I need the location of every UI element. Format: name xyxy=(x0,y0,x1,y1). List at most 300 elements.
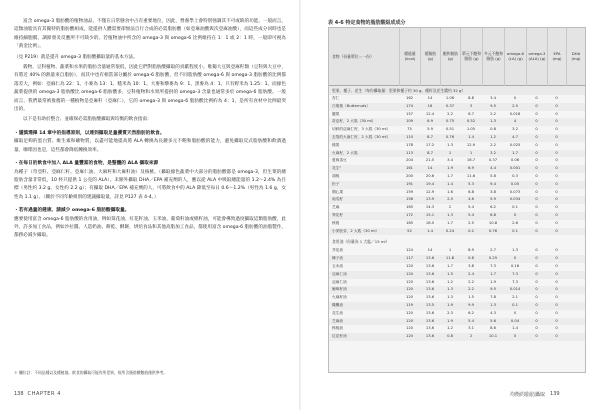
cell-mufa: 12.9 xyxy=(466,142,476,147)
cell-omega6: 0.1 xyxy=(512,228,518,233)
cell-saturated: 0.8 xyxy=(447,334,453,339)
table-header xyxy=(329,28,585,86)
cell-epa: 0 xyxy=(555,287,558,292)
cell-epa: 0 xyxy=(555,326,558,331)
cell-omega6: 0.1 xyxy=(512,205,518,210)
cell-pufa: 1.3 xyxy=(490,119,496,124)
cell-saturated: 1.3 xyxy=(447,287,453,292)
cell-omega6: 0.073 xyxy=(509,189,521,194)
header-total-fat: 總脂肪 (g) xyxy=(420,28,440,86)
cell-omega6: 3.2 xyxy=(512,127,518,132)
cell-mufa: 2.4 xyxy=(468,271,474,276)
cell-omega3: 0 xyxy=(535,287,538,292)
table-row xyxy=(329,150,585,158)
cell-food-name: 小麥胚芽，2 大匙（30 ml） xyxy=(332,228,380,233)
cell-total-fat: 12.9 xyxy=(425,189,435,194)
fatty-acid-table xyxy=(328,27,586,373)
cell-energy: 158 xyxy=(405,197,414,202)
running-title: 均衡的脂肪攝取 xyxy=(510,391,546,398)
cell-omega6: 0.034 xyxy=(509,197,521,202)
cell-omega6: 4.7 xyxy=(512,135,518,139)
cell-omega3: 0 xyxy=(535,205,538,210)
header-energy: 總能量 (kcal) xyxy=(399,28,420,86)
paragraph-3: 榖物、豆科植物、蔬菜和水果的脂肪含量通常很低，因此它們對脂肪酸攝取的貢獻程度小。唯獨大豆與亞麻籽類（豆科與大豆中，有將近 40% 的熱量來自脂肪），而其中也有相當部分屬於 omega-6 脂肪酸，但不同脂肪酸 omega-6 與 omega-3 脂肪酸的比例都落差大，例如：亞麻仁為 22：1、小麥為 13：1、糙米為 10：1、大麥和藜麥為 9：1、黑麥為 4：1，只有野米為 1.25：1。而綠色蔬菜提供的 omega-3 脂肪酸比 omega-6 脂肪酸多，豆科植物和水果所提供的 omega-3 含量也通常多於 omega-6 脂肪酸。一般而言，我們最常被推薦的一種植物是亞麻籽（亞麻仁），它的 omega-3 與 omega-6 脂肪酸比例約為 4：1，是所有食材中比例最突出的。 xyxy=(14,65,286,113)
cell-food-name: 胡桃 xyxy=(332,174,340,178)
cell-total-fat: 16 xyxy=(427,103,433,108)
cell-energy: 120 xyxy=(405,264,414,268)
header-mufa: 單元不飽和脂肪 (g) xyxy=(460,28,482,86)
cell-pufa: 2.2 xyxy=(490,142,496,147)
cell-total-fat: 5.9 xyxy=(427,127,433,132)
cell-pufa: 9.4 xyxy=(490,181,496,186)
cell-total-fat: 17.2 xyxy=(425,142,435,147)
cell-food-name: 核桃 xyxy=(332,220,340,225)
header-dha: DHA (mg) xyxy=(566,28,585,86)
cell-omega3: 0 xyxy=(535,295,538,300)
cell-pufa: 6.2 xyxy=(490,205,496,210)
cell-energy: 120 xyxy=(405,295,414,300)
cell-omega3: 0 xyxy=(535,326,538,331)
cell-energy: 178 xyxy=(405,142,414,147)
cell-pufa: 9.5 xyxy=(490,103,496,108)
cell-energy: 120 xyxy=(405,318,414,323)
cell-energy: 174 xyxy=(405,103,414,108)
cell-pufa: 9.5 xyxy=(490,287,496,292)
cell-food-name: 花生油 xyxy=(332,310,344,315)
cell-saturated: 11.8 xyxy=(445,256,455,261)
table-row xyxy=(329,228,585,236)
cell-epa: 0 xyxy=(555,150,558,155)
cell-mufa: 16.7 xyxy=(466,158,476,163)
cell-food-name: 榛果 xyxy=(332,142,340,147)
cell-pufa: 1.9 xyxy=(490,279,496,284)
cell-saturated: 2.3 xyxy=(447,310,453,315)
cell-pufa: 1.2 xyxy=(490,135,496,139)
cell-total-fat: 19.4 xyxy=(425,181,435,186)
cell-food-name: 火麻籽油 xyxy=(332,295,347,300)
cell-epa: 0 xyxy=(555,295,558,300)
table-row xyxy=(329,271,585,279)
page-number-left: 138 xyxy=(14,391,24,397)
cell-food-name: 奇亞籽，2 大匙（30 ml） xyxy=(332,119,376,124)
cell-food-name: 火麻籽，2 大匙 xyxy=(332,150,358,155)
cell-epa: 0 xyxy=(555,111,558,116)
cell-total-fat: 13.6 xyxy=(425,256,435,261)
group-label-oils: 食用油（份量為 1 大匙／15 ml） xyxy=(332,239,390,245)
cell-epa: 0 xyxy=(555,318,558,323)
cell-omega6: 0.025 xyxy=(509,142,521,147)
cell-omega6: 0.16 xyxy=(510,264,520,268)
cell-omega6: 0.1 xyxy=(512,303,518,307)
cell-total-fat: 8.7 xyxy=(427,135,433,139)
cell-omega6: 2.6 xyxy=(512,220,518,225)
cell-saturated: 1 xyxy=(448,150,452,155)
cell-saturated: 1.06 xyxy=(445,96,455,100)
cell-omega6: 0.06 xyxy=(510,158,520,163)
cell-omega3: 0 xyxy=(535,213,538,217)
cell-mufa: 0.2 xyxy=(468,228,474,233)
cell-mufa: 3.1 xyxy=(468,326,474,331)
cell-total-fat: 13.6 xyxy=(425,310,435,315)
cell-total-fat: 13.6 xyxy=(425,264,435,268)
bullet-item-3 xyxy=(14,207,286,241)
cell-omega6: 0.05 xyxy=(510,181,520,186)
cell-mufa: 6.9 xyxy=(468,166,474,171)
table-row xyxy=(329,286,585,294)
cell-total-fat: 13.6 xyxy=(425,326,435,331)
cell-energy: 185 xyxy=(405,220,414,225)
cell-omega3: 0 xyxy=(535,189,538,194)
cell-saturated: 1.6 xyxy=(447,189,453,194)
cell-total-fat: 13.5 xyxy=(425,303,435,307)
cell-total-fat: 14 xyxy=(427,96,433,100)
cell-total-fat: 20.6 xyxy=(425,174,435,178)
cell-epa: 0 xyxy=(555,135,558,139)
cell-energy: 109 xyxy=(405,119,414,124)
cell-pufa: 5.9 xyxy=(490,197,496,202)
cell-saturated: 0.76 xyxy=(445,135,455,139)
cell-omega6: 0.014 xyxy=(509,287,521,292)
cell-saturated: 1.9 xyxy=(447,303,453,307)
cell-food-name: 亞麻仁油 xyxy=(332,271,347,276)
cell-total-fat: 13.6 xyxy=(425,287,435,292)
table-row xyxy=(329,142,585,150)
cell-pufa: 0.8 xyxy=(490,127,496,132)
cell-saturated: 1 xyxy=(448,248,452,253)
cell-energy: 191 xyxy=(405,181,414,186)
cell-saturated: 1.7 xyxy=(447,174,453,178)
cell-omega6: 2.1 xyxy=(512,295,518,300)
cell-energy: 117 xyxy=(405,256,414,261)
table-row xyxy=(329,318,585,326)
cell-pufa: 10.1 xyxy=(488,334,498,339)
cell-mufa: 1 xyxy=(469,150,473,155)
cell-epa: 0 xyxy=(555,197,558,202)
cell-omega3: 0 xyxy=(535,303,538,307)
bullet-item-2 xyxy=(14,160,286,202)
cell-omega3: 0 xyxy=(535,264,538,268)
cell-mufa: 3.8 xyxy=(468,264,474,268)
cell-epa: 0 xyxy=(555,220,558,225)
cell-pufa: 10.8 xyxy=(488,220,498,225)
cell-energy: 204 xyxy=(405,158,414,163)
cell-mufa: 5.4 xyxy=(468,205,474,210)
table-row xyxy=(329,181,585,189)
body-text xyxy=(14,18,286,241)
cell-mufa: 5.3 xyxy=(468,181,474,186)
cell-saturated: 0.24 xyxy=(445,228,455,233)
cell-total-fat: 12.4 xyxy=(425,111,435,116)
cell-energy: 161 xyxy=(405,166,414,171)
cell-epa: 0 xyxy=(555,271,558,276)
table-row xyxy=(329,95,585,103)
cell-energy: 52 xyxy=(407,228,412,233)
cell-energy: 113 xyxy=(405,150,414,155)
cell-omega3: 0 xyxy=(535,318,538,323)
cell-food-name: 紅花籽油 xyxy=(332,334,347,339)
group-label-nuts-seeds: 堅果、種子、花生（每份攝取量：堅果和種子約 30 g、種籽及花生醬約 32 g） xyxy=(329,86,585,95)
cell-food-name: 芥花油 xyxy=(332,248,344,253)
cell-omega3: 0 xyxy=(535,334,538,339)
cell-epa: 0 xyxy=(555,158,558,163)
cell-energy: 157 xyxy=(405,111,414,116)
cell-mufa: 1.5 xyxy=(468,295,474,300)
chapter-label: CHAPTER 4 xyxy=(27,391,62,397)
cell-total-fat: 1.4 xyxy=(427,228,433,233)
cell-pufa: 8.6 xyxy=(490,326,496,331)
cell-mufa: 6.8 xyxy=(468,189,474,194)
cell-mufa: 4.6 xyxy=(468,197,474,202)
cell-saturated: 0.75 xyxy=(445,119,455,124)
bullet-body: 應要使用富含 omega-6 脂肪酸的食用油，例如葵花油、紅花籽油、玉米油、葡萄籽油或棉籽油，可能會導致過度攝取這類脂肪酸，此外，許多加工食品，例如沙拉醬、人造奶油、餅乾、酥餅，烘焙食品和其他高脂加工食品，都使用富含 omega-6 脂肪酸的油脂製作，都務必減少攝取。 xyxy=(14,216,286,239)
cell-energy: 120 xyxy=(405,310,414,315)
cell-mufa: 11.6 xyxy=(466,174,476,178)
cell-saturated: 0.51 xyxy=(445,127,455,132)
cell-omega3: 0 xyxy=(535,310,538,315)
cell-total-fat: 21.5 xyxy=(425,158,435,163)
cell-pufa: 0.37 xyxy=(488,158,498,163)
cell-total-fat: 13.6 xyxy=(425,334,435,339)
cell-food-name: 夏威夷豆 xyxy=(332,158,347,163)
cell-omega3: 0 xyxy=(535,256,538,261)
cell-omega6: 0 xyxy=(513,213,517,217)
cell-total-fat: 18.5 xyxy=(425,220,435,225)
cell-saturated: 2.5 xyxy=(447,197,453,202)
cell-pufa: 0.25 xyxy=(488,256,498,261)
cell-total-fat: 14 xyxy=(427,248,433,253)
cell-total-fat: 14.3 xyxy=(425,205,435,210)
cell-omega3: 0 xyxy=(535,150,538,155)
cell-omega6: 0.018 xyxy=(509,111,521,116)
cell-omega6: 7.3 xyxy=(512,271,518,276)
cell-total-fat: 6.9 xyxy=(427,119,433,124)
cell-energy: 120 xyxy=(405,334,414,339)
cell-energy: 124 xyxy=(405,248,414,253)
footnote: ＊ 欄位註：不同品種以及種植地、飲食的攝取可能有所差異，故所含脂肪酸數值僅供參考。 xyxy=(14,370,168,375)
table-row xyxy=(329,126,585,134)
cell-epa: 0 xyxy=(555,303,558,307)
cell-pufa: 5.8 xyxy=(490,174,496,178)
cell-saturated: 0.37 xyxy=(445,103,455,108)
cell-omega3: 0 xyxy=(535,166,538,171)
cell-food-name: 花生² xyxy=(332,166,341,171)
cell-mufa: 5.4 xyxy=(468,318,474,323)
cell-energy: 162 xyxy=(405,96,414,100)
cell-epa: 0 xyxy=(555,334,558,339)
table-row xyxy=(329,134,585,142)
cell-food-name: 芝麻油 xyxy=(332,318,344,323)
cell-omega3: 0 xyxy=(535,96,538,100)
table-title: 表 4-6 特定食物的脂肪酸組成成分 xyxy=(328,20,406,26)
cell-food-name: 葡萄籽油 xyxy=(332,287,347,292)
table-row xyxy=(329,325,585,333)
cell-omega3: 0 xyxy=(535,111,538,116)
table-row xyxy=(329,111,585,119)
cell-pufa: 3.2 xyxy=(490,150,496,155)
paragraph-2: （見 P219）就是提升 omega-3 脂肪酸攝取量的基本方法。 xyxy=(14,54,138,60)
cell-omega6: 4 xyxy=(513,119,517,124)
header-omega6: omega-6 (LA) (g) xyxy=(504,28,526,86)
cell-epa: 0 xyxy=(555,103,558,108)
table-row xyxy=(329,204,585,212)
left-footer xyxy=(14,389,61,399)
cell-mufa: 6.2 xyxy=(468,310,474,315)
cell-food-name: 橄欖油 xyxy=(332,303,344,307)
cell-energy: 159 xyxy=(405,189,414,194)
cell-energy: 120 xyxy=(405,279,414,284)
cell-mufa: 0.52 xyxy=(466,119,476,124)
cell-omega6: 0 xyxy=(513,310,517,315)
cell-total-fat: 13.6 xyxy=(425,271,435,276)
page-number-right: 139 xyxy=(550,391,560,397)
cell-pufa: 4.4 xyxy=(490,166,496,171)
cell-epa: 0 xyxy=(555,264,558,268)
cell-energy: 120 xyxy=(405,326,414,331)
cell-saturated: 1.7 xyxy=(447,264,453,268)
cell-energy: 75 xyxy=(407,127,412,132)
cell-total-fat: 13.6 xyxy=(425,318,435,323)
cell-omega6: 0 xyxy=(513,96,517,100)
cell-mufa: 8.9 xyxy=(468,248,474,253)
cell-omega3: 0 xyxy=(535,135,538,139)
cell-epa: 0 xyxy=(555,127,558,132)
table-row xyxy=(329,165,585,173)
cell-saturated: 1.3 xyxy=(447,295,453,300)
cell-pufa: 2.7 xyxy=(490,248,496,253)
cell-omega6: 1.7 xyxy=(512,150,518,155)
cell-epa: 0 xyxy=(555,213,558,217)
cell-omega6: 0 xyxy=(513,334,517,339)
table-row xyxy=(329,255,585,263)
cell-saturated: 3.4 xyxy=(447,158,453,163)
cell-pufa: 3.4 xyxy=(490,96,496,100)
cell-food-name: 開心果 xyxy=(332,189,344,194)
cell-saturated: 1.7 xyxy=(447,220,453,225)
cell-saturated: 2 xyxy=(448,205,452,210)
cell-epa: 0 xyxy=(555,142,558,147)
cell-omega3: 0 xyxy=(535,181,538,186)
header-food: 食物（份量單位＝一份） xyxy=(332,53,374,59)
table-row xyxy=(329,263,585,271)
cell-mufa: 0.8 xyxy=(468,256,474,261)
cell-energy: 110 xyxy=(405,135,414,139)
table-row xyxy=(329,302,585,310)
cell-food-name: 南瓜籽 xyxy=(332,197,344,202)
cell-total-fat: 8.7 xyxy=(427,150,433,155)
paragraph-1: 富含 omega-3 脂肪酸的植物油品，不僅在日常膳食中占有重要地位，因此，營養學上會特別強調其不可或缺的功能。一般而言，這類油脂具有其獨特的脂肪酸組成，能提供人體需要卻無法自行合成的必需脂肪酸（如亞麻油酸與次亞麻油酸），而這些成分同時也是維持細胞膜、調節發炎反應所不可缺少的。若植物油中所含的 omega-3 與 omega-6 比例維持在 1：1 或 2：1 時，一般即可視為「黃金比例」。 xyxy=(14,19,286,50)
cell-epa: 0 xyxy=(555,166,558,171)
bullet-title: ・在每日的飲食中加入 ALA 量豐富的食物，是整體的 ALA 攝取來源 xyxy=(14,161,159,167)
cell-saturated: 1.2 xyxy=(447,326,453,331)
table-row xyxy=(329,220,585,228)
header-omega3: omega-3 (ALA) (g) xyxy=(526,28,547,86)
cell-pufa: 0.76 xyxy=(488,228,498,233)
cell-mufa: 3 xyxy=(469,103,473,108)
cell-saturated: 1.2 xyxy=(447,279,453,284)
cell-energy: 172 xyxy=(405,213,414,217)
cell-epa: 0 xyxy=(555,310,558,315)
cell-omega3: 0 xyxy=(535,174,538,178)
cell-pufa: 7.8 xyxy=(490,295,496,300)
cell-food-name: 切碎的亞麻仁籽，3 大匙（30 ml） xyxy=(332,127,391,132)
cell-omega6: 1.3 xyxy=(512,248,518,253)
cell-epa: 0 xyxy=(555,189,558,194)
cell-saturated: 1.4 xyxy=(447,181,453,186)
cell-saturated: 1.9 xyxy=(447,318,453,323)
cell-omega3: 0 xyxy=(535,119,538,124)
cell-omega3: 0 xyxy=(535,103,538,108)
cell-food-name: 核桃油 xyxy=(332,326,344,331)
cell-mufa: 1.05 xyxy=(466,127,476,132)
cell-epa: 0 xyxy=(555,96,558,100)
table-row xyxy=(329,333,585,341)
cell-mufa: 6.7 xyxy=(468,111,474,116)
bullet-title: ・若有過量的健康、請減少 omega-6 脂肪酸攝取量。 xyxy=(14,208,130,214)
cell-omega3: 0 xyxy=(535,271,538,276)
cell-food-name: 椰子油 xyxy=(332,256,344,261)
paragraph-4: 以下是有助於整合、並確保必需脂肪酸攝取與均衡的飲食指南： xyxy=(23,117,152,123)
cell-mufa: 8.8 xyxy=(468,96,474,100)
table-row xyxy=(329,118,585,126)
cell-mufa: 9.9 xyxy=(468,303,474,307)
cell-omega6: 7.3 xyxy=(512,279,518,284)
cell-total-fat: 15.1 xyxy=(425,213,435,217)
cell-epa: 0 xyxy=(555,174,558,178)
cell-omega6: 0.3 xyxy=(512,174,518,178)
cell-epa: 0 xyxy=(555,205,558,210)
bullet-item-1 xyxy=(14,130,286,155)
cell-omega3: 0 xyxy=(535,197,538,202)
table-row xyxy=(329,212,585,220)
cell-omega6: 0.04 xyxy=(510,318,520,323)
cell-food-name: 亞麻仁油 xyxy=(332,279,347,284)
cell-epa: 0 xyxy=(555,256,558,261)
table-row xyxy=(329,294,585,302)
cell-omega3: 0 xyxy=(535,142,538,147)
right-footer xyxy=(510,389,560,399)
cell-food-name: 葵花籽 xyxy=(332,213,344,217)
cell-food-name: 腰果 xyxy=(332,111,340,116)
cell-mufa: 2.5 xyxy=(468,220,474,225)
cell-omega6: 2.5 xyxy=(512,103,518,108)
cell-saturated: 2.2 xyxy=(447,111,453,116)
cell-food-name: 杏仁 xyxy=(332,96,340,100)
cell-pufa: 6.8 xyxy=(490,213,496,217)
cell-pufa: 7.3 xyxy=(490,264,496,268)
cell-total-fat: 14 xyxy=(427,166,433,171)
cell-omega3: 0 xyxy=(535,158,538,163)
cell-epa: 0 xyxy=(555,181,558,186)
cell-food-name: 玉米油 xyxy=(332,264,344,268)
table-row xyxy=(329,310,585,318)
cell-mufa: 2 xyxy=(469,334,473,339)
cell-omega6: 0.001 xyxy=(509,166,521,171)
cell-energy: 200 xyxy=(405,174,414,178)
cell-food-name: 去殼的大麻仁籽，2 大匙（30 ml） xyxy=(332,135,391,139)
cell-omega3: 0 xyxy=(535,279,538,284)
cell-mufa: 2.2 xyxy=(468,287,474,292)
table-row xyxy=(329,173,585,181)
cell-pufa: 4.3 xyxy=(490,310,496,315)
bullet-body: 攝取足夠的蛋白質、維生素和礦物質，以盡可能地提高將 ALA 轉換為長鏈多元不飽和脂肪酸的能力，避免攝取反式脂肪酸和飲酒過量、咖啡因也是，這些都會降低轉換效率。 xyxy=(14,139,286,153)
cell-pufa: 1.7 xyxy=(490,271,496,276)
cell-saturated: 1.3 xyxy=(447,142,453,147)
cell-energy: 120 xyxy=(405,271,414,276)
cell-energy: 119 xyxy=(405,303,414,307)
cell-mufa: 2.2 xyxy=(468,279,474,284)
cell-mufa: 1.4 xyxy=(468,135,474,139)
cell-energy: 165 xyxy=(405,205,414,210)
